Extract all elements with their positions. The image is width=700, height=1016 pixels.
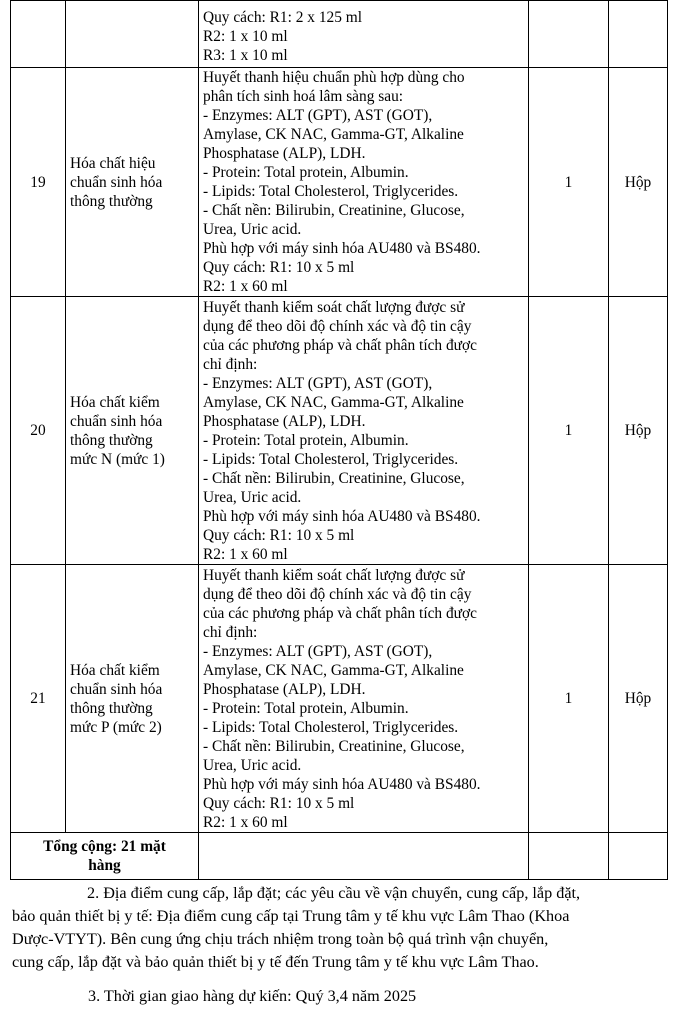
spec-line: Phù hợp với máy sinh hóa AU480 và BS480. bbox=[203, 240, 481, 257]
spec-line: - Chất nền: Bilirubin, Creatinine, Glucose, bbox=[203, 469, 465, 487]
name-line: thông thường bbox=[70, 192, 153, 210]
empty-cell bbox=[199, 833, 529, 880]
spec-line: Phosphatase (ALP), LDH. bbox=[203, 412, 366, 430]
name-line: Hóa chất kiểm bbox=[70, 661, 160, 679]
paragraph-line: 3. Thời gian giao hàng dự kiến: Quý 3,4 năm 2025 bbox=[88, 987, 417, 1005]
name-line: Hóa chất kiểm bbox=[70, 393, 160, 411]
spec-line: dụng để theo dõi độ chính xác và độ tin cậy bbox=[203, 585, 472, 603]
item-quantity bbox=[529, 1, 609, 68]
spec-line: - Enzymes: ALT (GPT), AST (GOT), bbox=[203, 374, 433, 392]
table-row bbox=[11, 68, 668, 297]
item-name bbox=[66, 68, 199, 297]
table-row bbox=[11, 565, 668, 833]
spec-line: - Chất nền: Bilirubin, Creatinine, Glucose, bbox=[203, 202, 465, 219]
spec-line: Amylase, CK NAC, Gamma-GT, Alkaline bbox=[203, 393, 464, 411]
name-line: mức P (mức 2) bbox=[70, 718, 162, 736]
name-line: mức N (mức 1) bbox=[70, 450, 165, 468]
spec-line: Huyết thanh hiệu chuẩn phù hợp dùng cho bbox=[203, 69, 465, 86]
spec-line: Quy cách: R1: 10 x 5 ml bbox=[203, 526, 355, 544]
total-row bbox=[11, 833, 668, 880]
delivery-time-paragraph bbox=[88, 985, 700, 1008]
item-name bbox=[66, 1, 199, 68]
spec-line: Quy cách: R1: 10 x 5 ml bbox=[203, 794, 355, 812]
name-line: chuẩn sinh hóa bbox=[70, 173, 163, 191]
spec-line: Phosphatase (ALP), LDH. bbox=[203, 145, 366, 162]
item-unit: Hộp bbox=[609, 68, 668, 297]
spec-line: R2: 1 x 60 ml bbox=[203, 813, 288, 831]
paragraph-line: 2. Địa điểm cung cấp, lắp đặt; các yêu cầu về vận chuyển, cung cấp, lắp đặt, bbox=[87, 884, 581, 902]
spec-line: Amylase, CK NAC, Gamma-GT, Alkaline bbox=[203, 661, 464, 679]
spec-line: R2: 1 x 60 ml bbox=[203, 545, 288, 563]
row-number: 20 bbox=[11, 297, 66, 565]
spec-line: - Protein: Total protein, Albumin. bbox=[203, 431, 409, 449]
paragraph-line: Dược-VTYT). Bên cung ứng chịu trách nhiệm trong toàn bộ quá trình vận chuyển, bbox=[12, 930, 549, 948]
spec-line: Phù hợp với máy sinh hóa AU480 và BS480. bbox=[203, 507, 481, 525]
name-line: thông thường bbox=[70, 431, 153, 449]
item-quantity: 1 bbox=[529, 565, 609, 833]
spec-line: Quy cách: R1: 2 x 125 ml bbox=[203, 8, 363, 26]
spec-line: Urea, Uric acid. bbox=[203, 756, 302, 774]
total-label bbox=[11, 833, 199, 880]
item-spec bbox=[199, 297, 529, 565]
item-unit: Hộp bbox=[609, 565, 668, 833]
item-spec bbox=[199, 68, 529, 297]
row-number: 19 bbox=[11, 68, 66, 297]
item-spec bbox=[199, 1, 529, 68]
spec-line: R2: 1 x 60 ml bbox=[203, 278, 288, 295]
spec-line: - Protein: Total protein, Albumin. bbox=[203, 164, 409, 181]
table-row bbox=[11, 297, 668, 565]
paragraph-line: cung cấp, lắp đặt và bảo quản thiết bị y tế đến Trung tâm y tế khu vực Lâm Thao. bbox=[12, 953, 539, 971]
total-line: Tổng cộng: 21 mặt bbox=[43, 838, 166, 855]
name-line: chuẩn sinh hóa bbox=[70, 680, 163, 698]
spec-line: Urea, Uric acid. bbox=[203, 488, 302, 506]
spec-line: - Lipids: Total Cholesterol, Triglycerides. bbox=[203, 450, 459, 468]
paragraph-line: bảo quản thiết bị y tế: Địa điểm cung cấp tại Trung tâm y tế khu vực Lâm Thao (Khoa bbox=[12, 907, 570, 925]
item-quantity: 1 bbox=[529, 68, 609, 297]
spec-line: - Lipids: Total Cholesterol, Triglycerides. bbox=[203, 183, 459, 200]
row-number bbox=[11, 1, 66, 68]
spec-line: Phosphatase (ALP), LDH. bbox=[203, 680, 366, 698]
item-unit: Hộp bbox=[609, 297, 668, 565]
spec-line: chỉ định: bbox=[203, 355, 258, 373]
item-spec bbox=[199, 565, 529, 833]
empty-cell bbox=[529, 833, 609, 880]
item-name bbox=[66, 297, 199, 565]
table-row bbox=[11, 1, 668, 68]
spec-line: phân tích sinh hoá lâm sàng sau: bbox=[203, 88, 404, 105]
name-line: chuẩn sinh hóa bbox=[70, 412, 163, 430]
item-name bbox=[66, 565, 199, 833]
spec-line: Huyết thanh kiểm soát chất lượng được sử bbox=[203, 566, 465, 584]
delivery-location-paragraph bbox=[12, 882, 668, 974]
spec-line: R3: 1 x 10 ml bbox=[203, 46, 288, 64]
spec-line: dụng để theo dõi độ chính xác và độ tin cậy bbox=[203, 317, 472, 335]
spec-line: - Lipids: Total Cholesterol, Triglycerides. bbox=[203, 718, 459, 736]
spec-line: - Enzymes: ALT (GPT), AST (GOT), bbox=[203, 642, 433, 660]
spec-line: R2: 1 x 10 ml bbox=[203, 27, 288, 45]
item-quantity: 1 bbox=[529, 297, 609, 565]
spec-line: của các phương pháp và chất phân tích được bbox=[203, 604, 477, 622]
spec-line: Amylase, CK NAC, Gamma-GT, Alkaline bbox=[203, 126, 464, 143]
spec-line: - Protein: Total protein, Albumin. bbox=[203, 699, 409, 717]
spec-line: của các phương pháp và chất phân tích được bbox=[203, 336, 477, 354]
spec-line: Phù hợp với máy sinh hóa AU480 và BS480. bbox=[203, 775, 481, 793]
item-spec-table bbox=[10, 0, 668, 880]
empty-cell bbox=[609, 833, 668, 880]
spec-line: chỉ định: bbox=[203, 623, 258, 641]
item-unit bbox=[609, 1, 668, 68]
total-line: hàng bbox=[88, 857, 121, 874]
spec-line: Quy cách: R1: 10 x 5 ml bbox=[203, 259, 355, 276]
name-line: thông thường bbox=[70, 699, 153, 717]
spec-line: Huyết thanh kiểm soát chất lượng được sử bbox=[203, 298, 465, 316]
spec-line: - Chất nền: Bilirubin, Creatinine, Glucose, bbox=[203, 737, 465, 755]
spec-line: Urea, Uric acid. bbox=[203, 221, 302, 238]
spec-line: - Enzymes: ALT (GPT), AST (GOT), bbox=[203, 107, 433, 124]
name-line: Hóa chất hiệu bbox=[70, 154, 156, 172]
row-number: 21 bbox=[11, 565, 66, 833]
